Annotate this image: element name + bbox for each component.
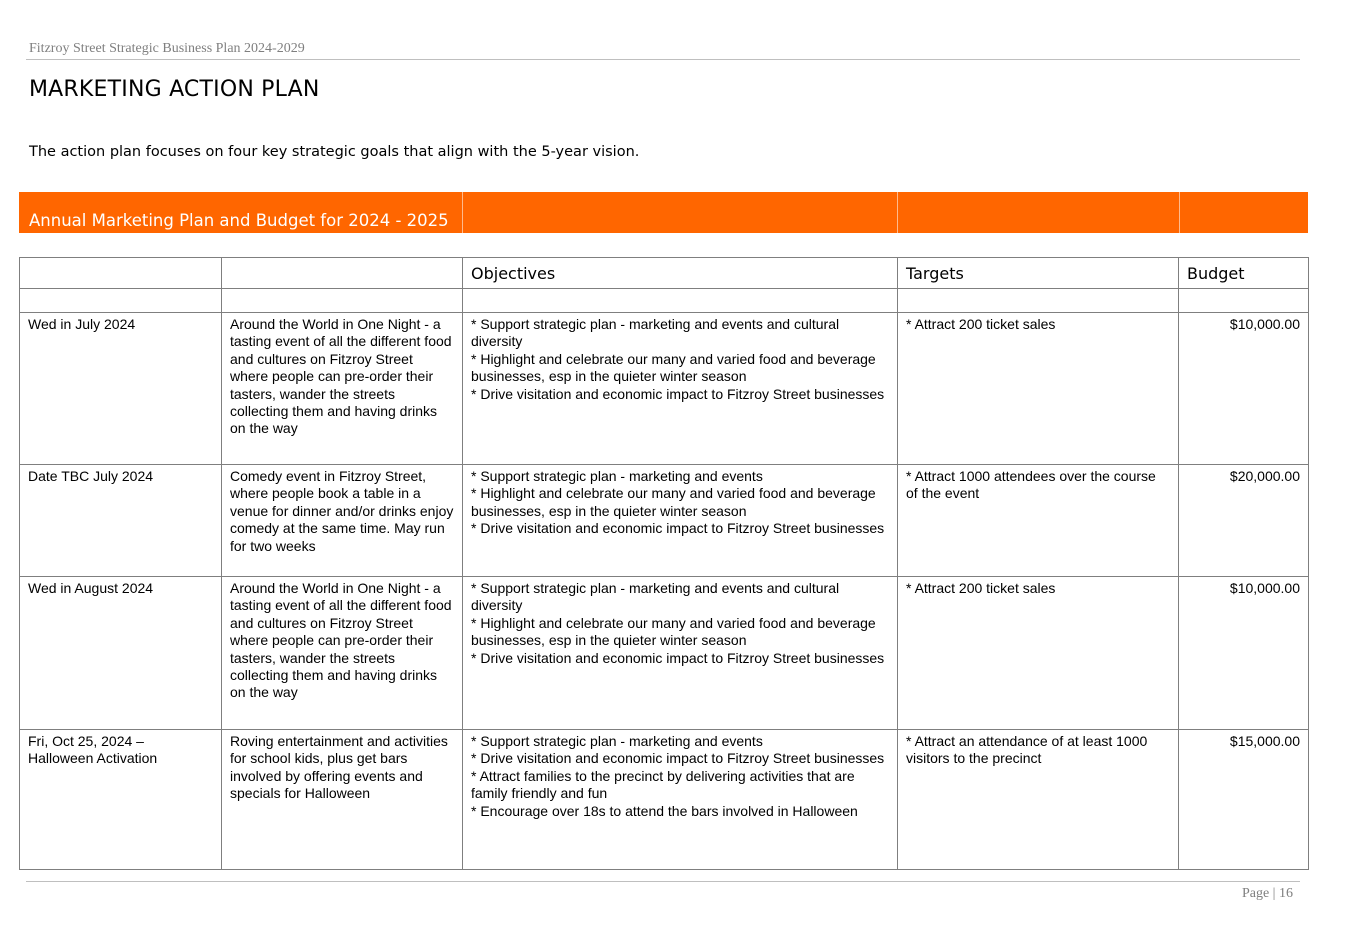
section-banner	[19, 192, 1308, 233]
event-targets: * Attract an attendance of at least 1000 visitors to the precinct	[898, 730, 1179, 870]
banner-divider	[462, 192, 463, 233]
event-budget: $15,000.00	[1179, 730, 1309, 870]
event-description: Around the World in One Night - a tasting event of all the different food and cultures on Fitzroy Street where people can pre-order their tasters, wander the streets collecting them and having drinks on the way	[222, 313, 463, 465]
event-date: Date TBC July 2024	[20, 465, 222, 577]
column-header-description	[222, 258, 463, 289]
event-budget: $10,000.00	[1179, 577, 1309, 730]
empty-cell	[463, 289, 898, 313]
event-description: Roving entertainment and activities for school kids, plus get bars involved by offering events and specials for Halloween	[222, 730, 463, 870]
page-title: MARKETING ACTION PLAN	[29, 77, 320, 102]
banner-title: Annual Marketing Plan and Budget for 2024 - 2025	[29, 211, 449, 230]
event-budget: $20,000.00	[1179, 465, 1309, 577]
banner-divider	[1179, 192, 1180, 233]
event-targets: * Attract 200 ticket sales	[898, 313, 1179, 465]
empty-cell	[1179, 289, 1309, 313]
table-spacer-row	[20, 289, 1309, 313]
intro-paragraph: The action plan focuses on four key strategic goals that align with the 5-year vision.	[29, 144, 640, 160]
header-divider	[26, 59, 1300, 60]
table-row	[20, 313, 1309, 465]
banner-divider	[897, 192, 898, 233]
event-objectives: * Support strategic plan - marketing and events * Drive visitation and economic impact to Fitzroy Street businesses * Attract families to the precinct by delivering activities that are family friendly and fun * Encourage over 18s to attend the bars involved in Halloween	[463, 730, 898, 870]
event-budget: $10,000.00	[1179, 313, 1309, 465]
empty-cell	[20, 289, 222, 313]
marketing-plan-table	[19, 257, 1309, 870]
column-header-date	[20, 258, 222, 289]
event-targets: * Attract 200 ticket sales	[898, 577, 1179, 730]
event-description: Around the World in One Night - a tasting event of all the different food and cultures on Fitzroy Street where people can pre-order their tasters, wander the streets collecting them and having drinks on the way	[222, 577, 463, 730]
table-row	[20, 730, 1309, 870]
event-date: Wed in August 2024	[20, 577, 222, 730]
event-objectives: * Support strategic plan - marketing and events and cultural diversity * Highlight and celebrate our many and varied food and beverage businesses, esp in the quieter winter season * Drive visitation and economic impact to Fitzroy Street businesses	[463, 577, 898, 730]
event-description: Comedy event in Fitzroy Street, where people book a table in a venue for dinner and/or drinks enjoy comedy at the same time. May run for two weeks	[222, 465, 463, 577]
event-date: Fri, Oct 25, 2024 – Halloween Activation	[20, 730, 222, 870]
column-header-targets: Targets	[898, 258, 1179, 289]
table-row	[20, 465, 1309, 577]
column-header-budget: Budget	[1179, 258, 1309, 289]
event-date: Wed in July 2024	[20, 313, 222, 465]
footer-divider	[26, 881, 1300, 882]
column-header-objectives: Objectives	[463, 258, 898, 289]
event-objectives: * Support strategic plan - marketing and events and cultural diversity * Highlight and celebrate our many and varied food and beverage businesses, esp in the quieter winter season * Drive visitation and economic impact to Fitzroy Street businesses	[463, 313, 898, 465]
empty-cell	[222, 289, 463, 313]
table-header-row	[20, 258, 1309, 289]
running-header: Fitzroy Street Strategic Business Plan 2024-2029	[29, 41, 305, 56]
page-number: Page | 16	[1241, 886, 1293, 901]
empty-cell	[898, 289, 1179, 313]
table-row	[20, 577, 1309, 730]
event-objectives: * Support strategic plan - marketing and events * Highlight and celebrate our many and varied food and beverage businesses, esp in the quieter winter season * Drive visitation and economic impact to Fitzroy Street businesses	[463, 465, 898, 577]
event-targets: * Attract 1000 attendees over the course of the event	[898, 465, 1179, 577]
